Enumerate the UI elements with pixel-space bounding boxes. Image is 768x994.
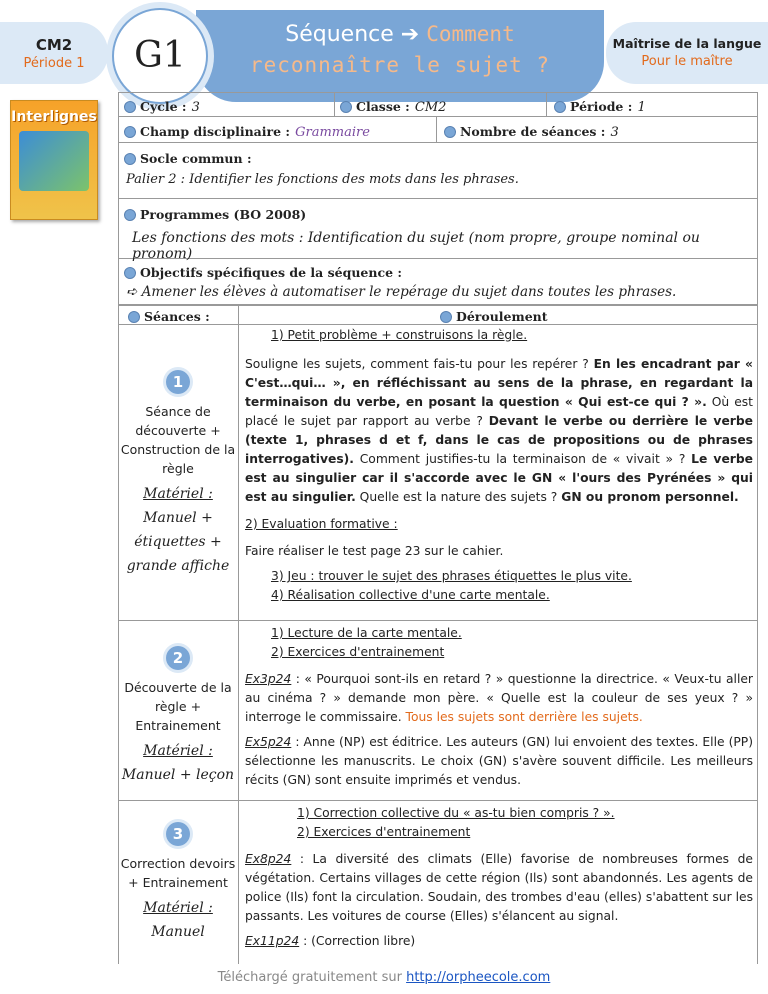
bullet-icon bbox=[124, 153, 136, 165]
domain-label: Maîtrise de la langue bbox=[612, 36, 762, 51]
exercise: Ex5p24 : Anne (NP) est éditrice. Les auteurs (GN) lui envoient des textes. Elle (PP) sélectionne les manuscrits. Le choix (GN) s'avère souvent difficile. Les meilleurs récits (GN) sont ensuite imprimés et vendus. bbox=[245, 735, 753, 787]
seance-1-cell bbox=[118, 370, 238, 578]
textbook-cover-image bbox=[10, 100, 98, 220]
step: 4) Réalisation collective d'une carte mentale. bbox=[271, 588, 550, 602]
title-part-c: reconnaître le sujet ? bbox=[249, 53, 551, 77]
seance-number: 1 bbox=[166, 370, 190, 394]
footer-link[interactable]: http://orpheecole.com bbox=[406, 970, 551, 985]
bullet-icon bbox=[124, 209, 136, 221]
materiel-label: Matériel : bbox=[143, 900, 213, 916]
exercise: Ex11p24 : (Correction libre) bbox=[245, 934, 416, 948]
step: 1) Petit problème + construisons la règle. bbox=[271, 328, 528, 342]
programmes-text: Les fonctions des mots : Identification du sujet (nom propre, groupe nominal ou pronom) bbox=[132, 230, 700, 262]
level-badge bbox=[0, 22, 108, 84]
materiel-label: Matériel : bbox=[143, 743, 213, 759]
audience-label: Pour le maître bbox=[641, 54, 733, 69]
seance-title: Séance de découverte + Construction de la règle bbox=[120, 404, 236, 476]
bullet-icon bbox=[124, 126, 136, 138]
step: 2) Evaluation formative : bbox=[245, 517, 398, 531]
col-header-deroulement: Déroulement bbox=[440, 306, 548, 325]
seance-3-cell bbox=[118, 822, 238, 944]
domain-badge bbox=[606, 22, 768, 84]
bullet-icon bbox=[124, 101, 136, 113]
seance-number: 2 bbox=[166, 646, 190, 670]
paragraph: Souligne les sujets, comment fais-tu pour les repérer ? En les encadrant par « C'est…qui… », en réfléchissant au sens de la phrase, en regardant la terminaison du verbe, en posant la question « Qui est-ce qui ? ». Où est placé le sujet par rapport au verbe ? Devant le verbe ou derrière le verbe (texte 1, phrases d et f, dans le cas de propositions ou de phrases interrogatives). Comment justifies-tu la terminaison de « vivait » ? Le verbe est au singulier car il s'accorde avec le GN « l'ours des Pyrénées » qui est au singulier. Quelle est la nature des sujets ? GN ou pronom personnel. bbox=[245, 357, 753, 504]
footer bbox=[0, 970, 768, 985]
exercise: Ex8p24 : La diversité des climats (Elle) favorise de nombreuses formes de végétation. Certains villages de cette région (Ils) sont abandonnés. Les agents de police (Ils) font la circulation. Soudain, des trombes d'eau (elles) s'abattent sur les passants. Les voitures de course (Elles) s'élancent au signal. bbox=[245, 852, 753, 923]
book-illustration bbox=[19, 131, 89, 191]
bullet-icon bbox=[340, 101, 352, 113]
info-row-socle: Socle commun : Palier 2 : Identifier les fonctions des mots dans les phrases. bbox=[118, 142, 758, 199]
step: 1) Lecture de la carte mentale. bbox=[271, 626, 462, 640]
materiel-text: Manuel + leçon bbox=[121, 767, 235, 783]
objectifs-text: ➪ Amener les élèves à automatiser le repérage du sujet dans toutes les phrases. bbox=[126, 284, 677, 300]
col-header-seances: Séances : bbox=[128, 306, 210, 325]
step: 2) Exercices d'entrainement bbox=[271, 645, 445, 659]
sequence-code: G1 bbox=[112, 8, 208, 104]
footer-text: Téléchargé gratuitement sur bbox=[217, 970, 407, 985]
exercise: Ex3p24 : « Pourquoi sont-ils en retard ? » questionne la directrice. « Veux-tu aller au cinéma ? » demande mon père. « Quelle est la couleur de ses yeux ? » interroge le commissaire. Tous les sujets sont derrière les sujets. bbox=[245, 672, 753, 724]
paragraph: Faire réaliser le test page 23 sur le cahier. bbox=[245, 544, 504, 558]
period-label: Période 1 bbox=[23, 56, 85, 71]
step: 1) Correction collective du « as-tu bien compris ? ». bbox=[297, 806, 615, 820]
bullet-icon bbox=[444, 126, 456, 138]
info-row-cycle: Cycle : 3 Classe : CM2 Période : 1 bbox=[118, 92, 758, 117]
title-prefix: Séquence ➔ bbox=[285, 22, 420, 47]
bullet-icon bbox=[124, 267, 136, 279]
seance-1-content bbox=[245, 326, 753, 605]
seance-3-content bbox=[245, 804, 753, 951]
book-title: Interlignes bbox=[11, 109, 97, 125]
step: 3) Jeu : trouver le sujet des phrases étiquettes le plus vite. bbox=[271, 569, 632, 583]
seance-2-cell bbox=[118, 646, 238, 787]
level-label: CM2 bbox=[35, 36, 73, 54]
materiel-text: Manuel + étiquettes + grande affiche bbox=[126, 510, 230, 574]
title-part-b: Comment bbox=[426, 22, 515, 46]
bullet-icon bbox=[554, 101, 566, 113]
socle-text: Palier 2 : Identifier les fonctions des mots dans les phrases. bbox=[126, 172, 519, 187]
materiel-text: Manuel bbox=[151, 924, 205, 940]
seance-2-content bbox=[245, 624, 753, 790]
info-row-programmes: Programmes (BO 2008) Les fonctions des mots : Identification du sujet (nom propre, groupe nominal ou pronom) bbox=[118, 198, 758, 259]
info-row-champ: Champ disciplinaire : Grammaire Nombre de séances : 3 bbox=[118, 116, 758, 143]
step: 2) Exercices d'entrainement bbox=[297, 825, 471, 839]
seance-title: Découverte de la règle + Entrainement bbox=[124, 680, 232, 733]
info-row-objectifs: Objectifs spécifiques de la séquence : ➪ Amener les élèves à automatiser le repérage du sujet dans toutes les phrases. bbox=[126, 265, 677, 300]
sequence-title-banner bbox=[196, 10, 604, 102]
seance-title: Correction devoirs + Entrainement bbox=[120, 856, 236, 890]
seance-number: 3 bbox=[166, 822, 190, 846]
materiel-label: Matériel : bbox=[143, 486, 213, 502]
